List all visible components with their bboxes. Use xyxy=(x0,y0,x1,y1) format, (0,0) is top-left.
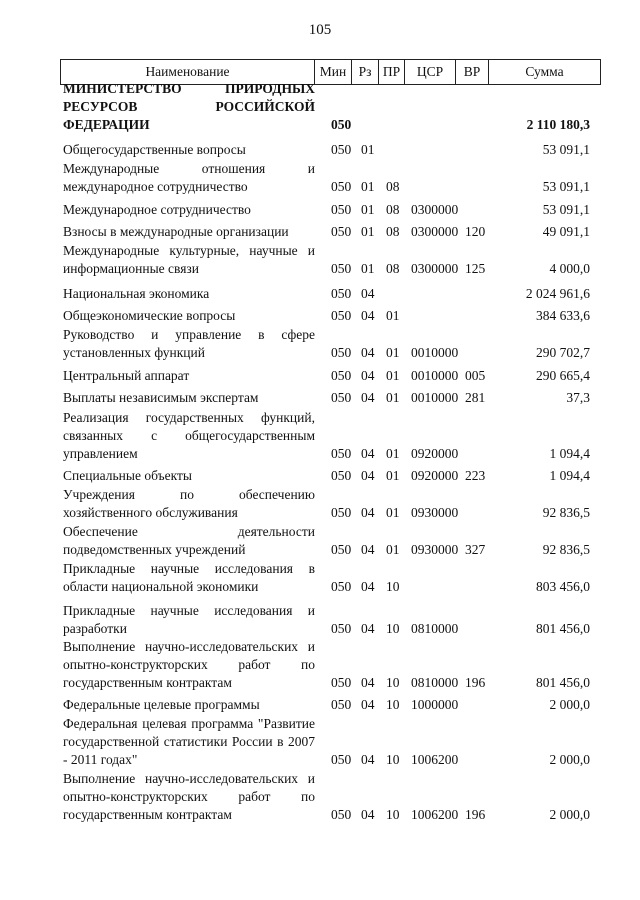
row-sum: 53 091,1 xyxy=(542,202,590,217)
table-row xyxy=(0,201,640,219)
row-sum: 1 094,4 xyxy=(549,446,590,461)
row-rz: 04 xyxy=(361,579,375,594)
row-csr: 0920000 xyxy=(411,446,459,461)
row-name: Общеэкономические вопросы xyxy=(63,308,236,323)
row-rz: 04 xyxy=(361,752,375,767)
row-pr: 01 xyxy=(386,542,400,557)
table-row xyxy=(0,696,640,714)
row-csr: 0300000 xyxy=(411,224,459,239)
row-csr: 0300000 xyxy=(411,261,459,276)
header-min: Мин xyxy=(314,60,351,84)
table-row xyxy=(0,602,640,638)
row-pr: 08 xyxy=(386,224,400,239)
row-pr: 10 xyxy=(386,675,400,690)
row-min: 050 xyxy=(331,446,352,461)
row-sum: 384 633,6 xyxy=(536,308,590,323)
row-csr: 0010000 xyxy=(411,368,459,383)
page-number: 105 xyxy=(308,22,332,38)
row-min: 050 xyxy=(331,505,352,520)
table-row xyxy=(0,223,640,241)
row-min: 050 xyxy=(331,752,352,767)
row-csr: 0010000 xyxy=(411,390,459,405)
row-rz: 04 xyxy=(361,286,375,301)
row-rz: 01 xyxy=(361,224,375,239)
table-row xyxy=(0,715,640,769)
row-csr: 1006200 xyxy=(411,752,459,767)
row-min: 050 xyxy=(331,390,352,405)
row-name: Федеральные целевые программы xyxy=(63,697,260,712)
row-csr: 1000000 xyxy=(411,697,459,712)
row-rz: 04 xyxy=(361,345,375,360)
row-rz: 04 xyxy=(361,697,375,712)
row-pr: 10 xyxy=(386,807,400,822)
row-pr: 10 xyxy=(386,752,400,767)
header-name: Наименование xyxy=(145,64,230,79)
row-pr: 01 xyxy=(386,308,400,323)
table-row xyxy=(0,285,640,303)
row-vr: 196 xyxy=(465,675,486,690)
row-min: 050 xyxy=(331,345,352,360)
row-sum: 53 091,1 xyxy=(542,142,590,157)
row-vr: 281 xyxy=(465,390,486,405)
row-pr: 01 xyxy=(386,505,400,520)
row-rz: 04 xyxy=(361,468,375,483)
row-name: Руководство и управление в сфере установленных функций xyxy=(63,327,315,360)
row-min: 050 xyxy=(331,675,352,690)
header-csr: ЦСР xyxy=(404,60,455,84)
row-rz: 01 xyxy=(361,202,375,217)
row-min: 050 xyxy=(331,117,352,132)
row-vr: 120 xyxy=(465,224,486,239)
row-name: Общегосударственные вопросы xyxy=(63,142,246,157)
row-csr: 0010000 xyxy=(411,345,459,360)
table-row xyxy=(0,560,640,596)
row-rz: 04 xyxy=(361,542,375,557)
row-pr: 10 xyxy=(386,621,400,636)
row-rz: 04 xyxy=(361,505,375,520)
row-sum: 2 000,0 xyxy=(549,752,590,767)
row-min: 050 xyxy=(331,579,352,594)
row-sum: 290 702,7 xyxy=(536,345,590,360)
header-rz: Рз xyxy=(351,60,378,84)
row-sum: 37,3 xyxy=(566,390,590,405)
row-rz: 04 xyxy=(361,807,375,822)
row-name: Выполнение научно-исследовательских и опытно-конструкторских работ по государственным контрактам xyxy=(63,639,315,690)
row-pr: 08 xyxy=(386,202,400,217)
row-sum: 2 110 180,3 xyxy=(526,117,590,132)
row-vr: 196 xyxy=(465,807,486,822)
row-rz: 01 xyxy=(361,179,375,194)
table-row xyxy=(0,326,640,362)
row-csr: 0810000 xyxy=(411,621,459,636)
row-sum: 4 000,0 xyxy=(549,261,590,276)
row-sum: 801 456,0 xyxy=(536,675,590,690)
row-pr: 10 xyxy=(386,579,400,594)
row-sum: 801 456,0 xyxy=(536,621,590,636)
row-min: 050 xyxy=(331,202,352,217)
row-vr: 125 xyxy=(465,261,486,276)
row-csr: 1006200 xyxy=(411,807,459,822)
row-name: Выплаты независимым экспертам xyxy=(63,390,259,405)
row-min: 050 xyxy=(331,142,352,157)
row-pr: 08 xyxy=(386,261,400,276)
row-sum: 2 000,0 xyxy=(549,697,590,712)
table-row xyxy=(0,638,640,692)
table-row xyxy=(0,523,640,559)
row-name: Взносы в международные организации xyxy=(63,224,289,239)
row-name: Обеспечение деятельности подведомственных учреждений xyxy=(63,524,315,557)
row-min: 050 xyxy=(331,697,352,712)
row-csr: 0920000 xyxy=(411,468,459,483)
row-rz: 04 xyxy=(361,621,375,636)
table-row xyxy=(0,141,640,159)
row-rz: 01 xyxy=(361,261,375,276)
row-name: Выполнение научно-исследовательских и опытно-конструкторских работ по государственным контрактам xyxy=(63,771,315,822)
row-rz: 04 xyxy=(361,368,375,383)
row-sum: 290 665,4 xyxy=(536,368,590,383)
row-name: Международное сотрудничество xyxy=(63,202,251,217)
row-vr: 223 xyxy=(465,468,486,483)
row-name: Специальные объекты xyxy=(63,468,192,483)
table-row xyxy=(0,467,640,485)
row-csr: 0300000 xyxy=(411,202,459,217)
row-min: 050 xyxy=(331,621,352,636)
row-name: Прикладные научные исследования и разработки xyxy=(63,603,315,636)
row-pr: 01 xyxy=(386,345,400,360)
row-name: Реализация государственных функций, связанных с общегосударственным управлением xyxy=(63,410,315,461)
table-row xyxy=(0,770,640,824)
row-name: Международные культурные, научные и информационные связи xyxy=(63,243,315,276)
row-min: 050 xyxy=(331,368,352,383)
row-pr: 01 xyxy=(386,390,400,405)
row-pr: 01 xyxy=(386,468,400,483)
row-name: Федеральная целевая программа "Развитие государственной статистики России в 2007 - 2011 годах" xyxy=(63,716,315,767)
row-sum: 2 024 961,6 xyxy=(525,286,590,301)
table-row xyxy=(0,307,640,325)
row-pr: 08 xyxy=(386,179,400,194)
table-row xyxy=(0,160,640,196)
header-sum: Сумма xyxy=(488,60,600,84)
row-min: 050 xyxy=(331,308,352,323)
row-pr: 01 xyxy=(386,368,400,383)
row-rz: 04 xyxy=(361,390,375,405)
row-csr: 0930000 xyxy=(411,505,459,520)
row-csr: 0810000 xyxy=(411,675,459,690)
row-rz: 01 xyxy=(361,142,375,157)
row-pr: 01 xyxy=(386,446,400,461)
row-name: Прикладные научные исследования в области национальной экономики xyxy=(63,561,315,594)
table-row xyxy=(0,367,640,385)
table-row xyxy=(0,409,640,463)
row-name: Учреждения по обеспечению хозяйственного обслуживания xyxy=(63,487,315,520)
row-vr: 005 xyxy=(465,368,486,383)
row-rz: 04 xyxy=(361,675,375,690)
row-min: 050 xyxy=(331,286,352,301)
row-min: 050 xyxy=(331,542,352,557)
row-vr: 327 xyxy=(465,542,486,557)
row-sum: 803 456,0 xyxy=(536,579,590,594)
row-min: 050 xyxy=(331,179,352,194)
row-rz: 04 xyxy=(361,308,375,323)
row-name: Международные отношения и международное сотрудничество xyxy=(63,161,315,194)
header-vr: ВР xyxy=(455,60,488,84)
row-name: Национальная экономика xyxy=(63,286,210,301)
row-sum: 53 091,1 xyxy=(542,179,590,194)
table-row xyxy=(0,242,640,278)
header-pr: ПР xyxy=(378,60,404,84)
row-min: 050 xyxy=(331,261,352,276)
row-min: 050 xyxy=(331,468,352,483)
row-sum: 1 094,4 xyxy=(549,468,590,483)
row-name: Центральный аппарат xyxy=(63,368,190,383)
table-row xyxy=(0,486,640,522)
row-sum: 49 091,1 xyxy=(542,224,590,239)
table-row xyxy=(0,80,640,134)
table-row xyxy=(0,389,640,407)
row-rz: 04 xyxy=(361,446,375,461)
row-min: 050 xyxy=(331,807,352,822)
row-sum: 2 000,0 xyxy=(549,807,590,822)
row-csr: 0930000 xyxy=(411,542,459,557)
row-sum: 92 836,5 xyxy=(542,542,590,557)
row-min: 050 xyxy=(331,224,352,239)
row-name: МИНИСТЕРСТВО ПРИРОДНЫХ РЕСУРСОВ РОССИЙСКОЙ ФЕДЕРАЦИИ xyxy=(63,81,315,132)
row-pr: 10 xyxy=(386,697,400,712)
row-sum: 92 836,5 xyxy=(542,505,590,520)
